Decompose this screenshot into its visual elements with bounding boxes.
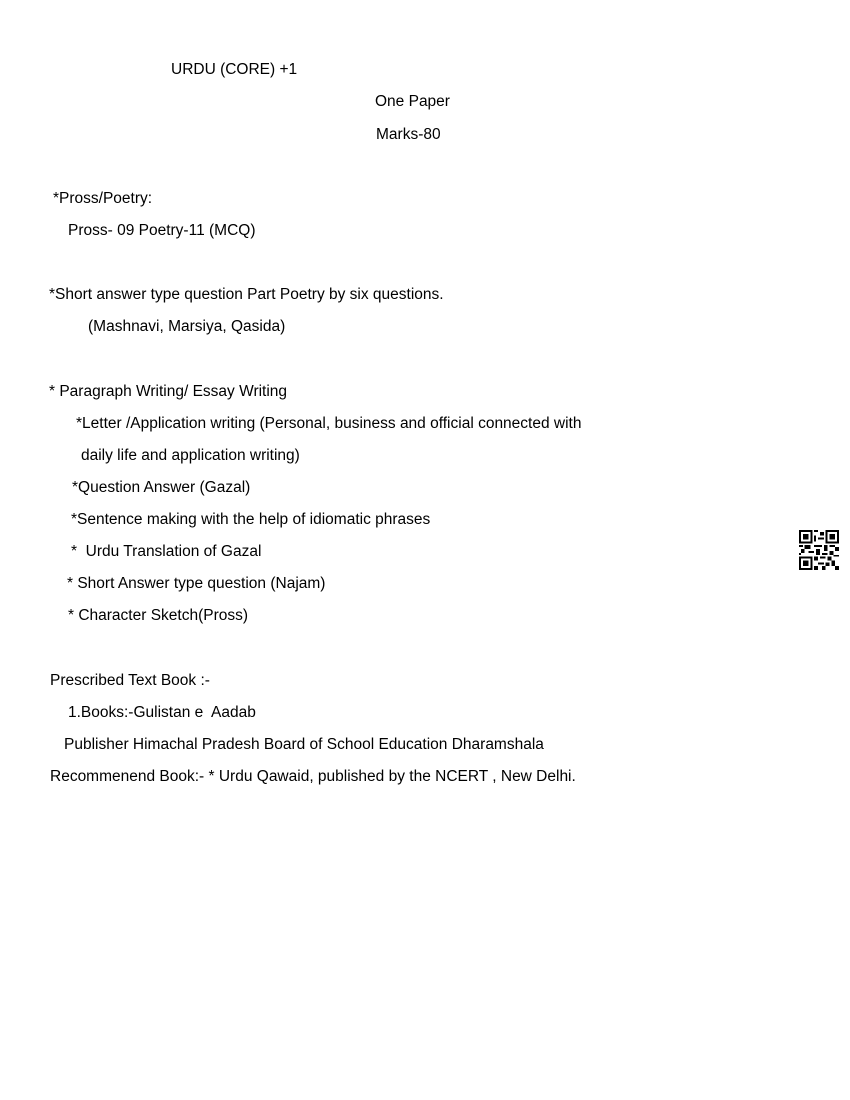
writing-heading: * Paragraph Writing/ Essay Writing [49,383,288,400]
writing-item: daily life and application writing) [81,447,300,464]
pross-poetry-detail: Pross- 09 Poetry-11 (MCQ) [68,222,256,239]
qr-code-icon [799,530,839,570]
writing-item: * Character Sketch(Pross) [68,607,249,624]
writing-item: *Question Answer (Gazal) [72,479,251,496]
writing-item: *Sentence making with the help of idiomatic phrases [71,511,431,528]
paper-label: One Paper [375,93,450,110]
books-heading: Prescribed Text Book :- [50,672,210,689]
recommended-book-line: Recommenend Book:- * Urdu Qawaid, published by the NCERT , New Delhi. [50,768,576,785]
writing-item: * Urdu Translation of Gazal [71,543,262,560]
book-item: 1.Books:-Gulistan e Aadab [68,704,256,721]
publisher-line: Publisher Himachal Pradesh Board of School Education Dharamshala [64,736,544,753]
writing-item: * Short Answer type question (Najam) [67,575,326,592]
short-answer-heading: *Short answer type question Part Poetry by six questions. [49,286,444,303]
document-title: URDU (CORE) +1 [171,61,298,78]
marks-label: Marks-80 [376,126,441,143]
writing-item: *Letter /Application writing (Personal, business and official connected with [76,415,582,432]
pross-poetry-heading: *Pross/Poetry: [53,190,153,207]
short-answer-detail: (Mashnavi, Marsiya, Qasida) [88,318,286,335]
